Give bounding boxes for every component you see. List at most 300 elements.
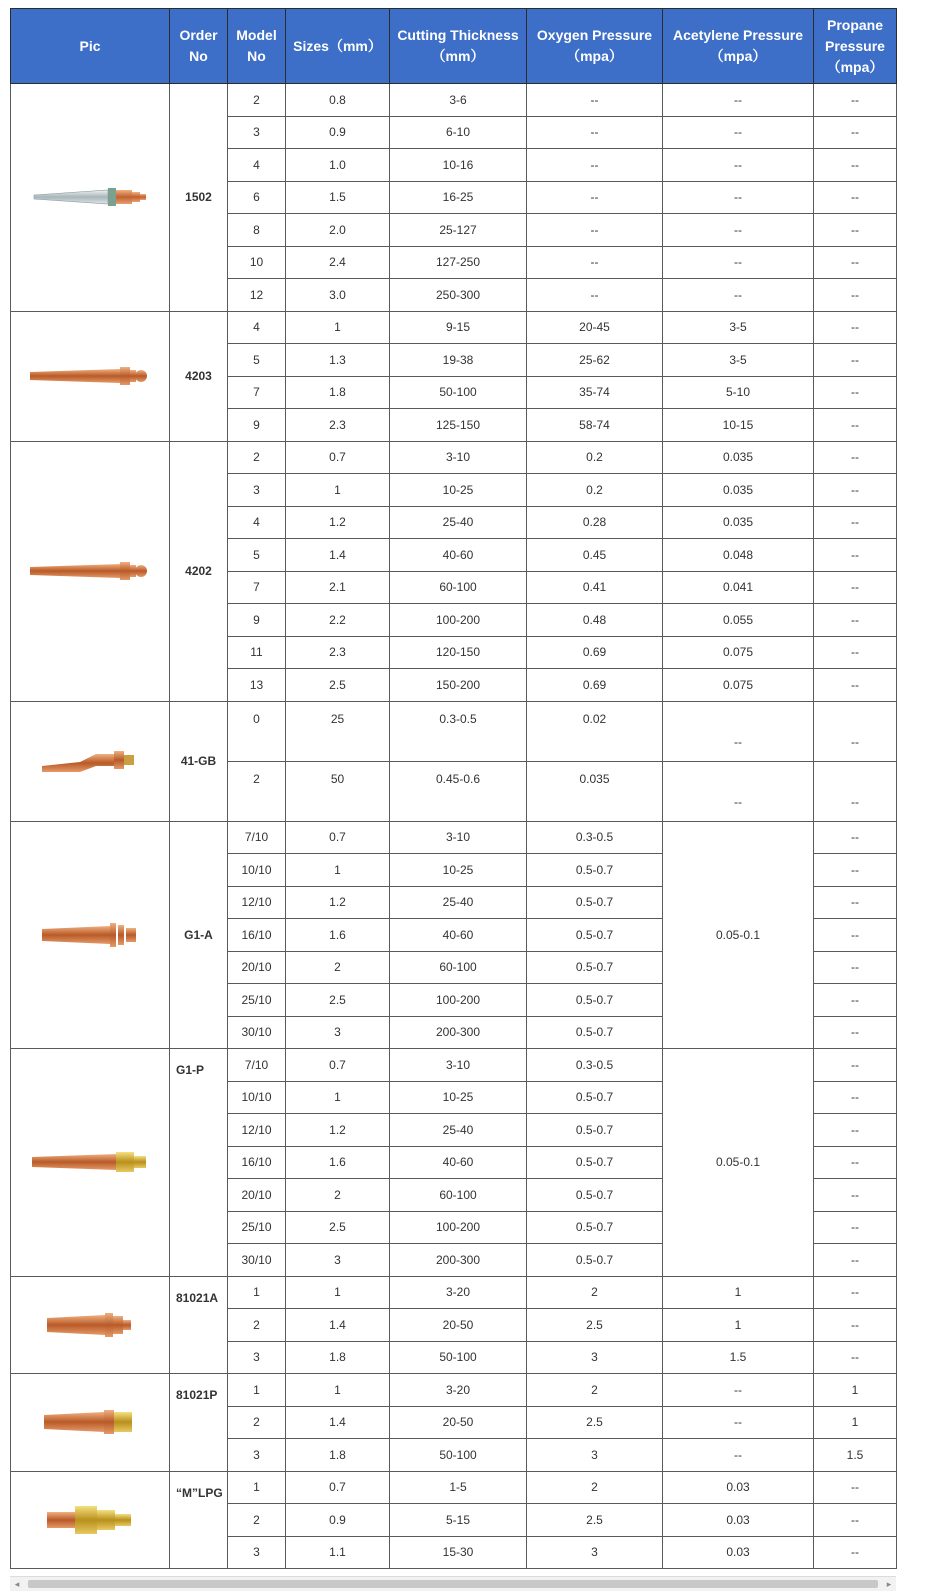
oxygen-pressure-cell: 3: [527, 1439, 663, 1472]
propane-pressure-cell: --: [814, 1016, 897, 1049]
oxygen-pressure-cell: --: [527, 214, 663, 247]
horizontal-scrollbar[interactable]: [10, 1576, 896, 1591]
model-no-cell: 1: [228, 1276, 286, 1309]
header-propane-pressure: Propane Pressure（mpa）: [814, 9, 897, 84]
size-cell: 2.3: [286, 636, 390, 669]
model-no-cell: 2: [228, 1406, 286, 1439]
size-cell: 1.8: [286, 1341, 390, 1374]
cutting-thickness-cell: 20-50: [390, 1406, 527, 1439]
size-cell: 1.8: [286, 376, 390, 409]
oxygen-pressure-cell: 0.5-0.7: [527, 1146, 663, 1179]
model-no-cell: 1: [228, 1471, 286, 1504]
cutting-thickness-cell: 25-40: [390, 886, 527, 919]
table-row: [11, 84, 897, 117]
order-no-cell: 41-GB: [170, 701, 228, 821]
model-no-cell: 2: [228, 1309, 286, 1342]
acetylene-pressure-cell: 0.035: [663, 441, 814, 474]
oxygen-pressure-cell: 0.69: [527, 636, 663, 669]
oxygen-pressure-cell: 0.02: [527, 701, 663, 761]
model-no-cell: 2: [228, 1504, 286, 1537]
product-picture: [11, 311, 170, 441]
header-sizes: Sizes（mm）: [286, 9, 390, 84]
propane-pressure-cell: --: [814, 441, 897, 474]
size-cell: 1.2: [286, 886, 390, 919]
scroll-right-arrow-icon[interactable]: ▸: [886, 1579, 892, 1589]
propane-pressure-cell: --: [814, 701, 897, 761]
size-cell: 0.7: [286, 821, 390, 854]
acetylene-pressure-cell: 0.05-0.1: [663, 1049, 814, 1277]
copper-brass-tip-icon: [11, 1149, 169, 1175]
product-picture: [11, 1471, 170, 1569]
order-no-cell: 4203: [170, 311, 228, 441]
model-no-cell: 7: [228, 571, 286, 604]
model-no-cell: 10/10: [228, 1081, 286, 1114]
size-cell: 0.7: [286, 1471, 390, 1504]
table-row: [11, 1049, 897, 1082]
oxygen-pressure-cell: 2.5: [527, 1504, 663, 1537]
propane-pressure-cell: --: [814, 1114, 897, 1147]
size-cell: 50: [286, 761, 390, 821]
product-picture: [11, 821, 170, 1049]
oxygen-pressure-cell: 2: [527, 1374, 663, 1407]
bent-copper-tip-icon: [11, 746, 169, 776]
cutting-thickness-cell: 10-25: [390, 474, 527, 507]
header-pic: Pic: [11, 9, 170, 84]
cutting-thickness-cell: 1-5: [390, 1471, 527, 1504]
oxygen-pressure-cell: 2: [527, 1276, 663, 1309]
header-cutting-thickness: Cutting Thickness（mm）: [390, 9, 527, 84]
cutting-thickness-cell: 200-300: [390, 1244, 527, 1277]
acetylene-pressure-cell: 10-15: [663, 409, 814, 442]
cutting-thickness-cell: 60-100: [390, 951, 527, 984]
propane-pressure-cell: --: [814, 149, 897, 182]
oxygen-pressure-cell: --: [527, 279, 663, 312]
cutting-thickness-cell: 60-100: [390, 1179, 527, 1212]
oxygen-pressure-cell: 2.5: [527, 1406, 663, 1439]
size-cell: 2.2: [286, 604, 390, 637]
cutting-thickness-cell: 3-10: [390, 821, 527, 854]
propane-pressure-cell: --: [814, 474, 897, 507]
header-model-no: Model No: [228, 9, 286, 84]
model-no-cell: 25/10: [228, 984, 286, 1017]
cutting-thickness-cell: 5-15: [390, 1504, 527, 1537]
order-no-cell: 81021P: [170, 1374, 228, 1472]
model-no-cell: 30/10: [228, 1016, 286, 1049]
oxygen-pressure-cell: 0.5-0.7: [527, 1244, 663, 1277]
propane-pressure-cell: --: [814, 376, 897, 409]
model-no-cell: 16/10: [228, 919, 286, 952]
product-picture: [11, 1374, 170, 1472]
cutting-thickness-cell: 10-16: [390, 149, 527, 182]
model-no-cell: 20/10: [228, 1179, 286, 1212]
model-no-cell: 10/10: [228, 854, 286, 887]
size-cell: 0.9: [286, 1504, 390, 1537]
propane-pressure-cell: --: [814, 506, 897, 539]
oxygen-pressure-cell: 35-74: [527, 376, 663, 409]
cutting-thickness-cell: 10-25: [390, 1081, 527, 1114]
propane-pressure-cell: --: [814, 1179, 897, 1212]
acetylene-pressure-cell: 0.075: [663, 669, 814, 702]
acetylene-pressure-cell: --: [663, 246, 814, 279]
size-cell: 0.7: [286, 1049, 390, 1082]
size-cell: 0.9: [286, 116, 390, 149]
propane-pressure-cell: --: [814, 1309, 897, 1342]
size-cell: 1.2: [286, 506, 390, 539]
header-oxygen-pressure: Oxygen Pressure（mpa）: [527, 9, 663, 84]
cutting-thickness-cell: 50-100: [390, 376, 527, 409]
size-cell: 0.7: [286, 441, 390, 474]
cutting-tip-spec-table: [10, 8, 897, 1569]
size-cell: 1: [286, 311, 390, 344]
model-no-cell: 7/10: [228, 1049, 286, 1082]
product-picture: [11, 84, 170, 312]
propane-pressure-cell: --: [814, 571, 897, 604]
model-no-cell: 4: [228, 506, 286, 539]
acetylene-pressure-cell: --: [663, 116, 814, 149]
cutting-thickness-cell: 50-100: [390, 1341, 527, 1374]
oxygen-pressure-cell: 0.69: [527, 669, 663, 702]
propane-pressure-cell: --: [814, 854, 897, 887]
order-no-cell: 1502: [170, 84, 228, 312]
propane-pressure-cell: --: [814, 344, 897, 377]
oxygen-pressure-cell: 0.3-0.5: [527, 1049, 663, 1082]
cutting-thickness-cell: 25-40: [390, 506, 527, 539]
size-cell: 3: [286, 1016, 390, 1049]
model-no-cell: 3: [228, 474, 286, 507]
model-no-cell: 1: [228, 1374, 286, 1407]
product-picture: [11, 701, 170, 821]
model-no-cell: 7/10: [228, 821, 286, 854]
model-no-cell: 3: [228, 1536, 286, 1569]
acetylene-pressure-cell: --: [663, 181, 814, 214]
cutting-thickness-cell: 125-150: [390, 409, 527, 442]
size-cell: 1: [286, 1374, 390, 1407]
size-cell: 0.8: [286, 84, 390, 117]
acetylene-pressure-cell: 0.055: [663, 604, 814, 637]
model-no-cell: 5: [228, 344, 286, 377]
size-cell: 1.5: [286, 181, 390, 214]
propane-pressure-cell: --: [814, 311, 897, 344]
acetylene-pressure-cell: --: [663, 761, 814, 821]
propane-pressure-cell: --: [814, 1081, 897, 1114]
header-order-no: Order No: [170, 9, 228, 84]
model-no-cell: 3: [228, 1341, 286, 1374]
cutting-thickness-cell: 15-30: [390, 1536, 527, 1569]
size-cell: 2.3: [286, 409, 390, 442]
cutting-thickness-cell: 3-20: [390, 1276, 527, 1309]
oxygen-pressure-cell: --: [527, 84, 663, 117]
oxygen-pressure-cell: 0.28: [527, 506, 663, 539]
acetylene-pressure-cell: --: [663, 214, 814, 247]
model-no-cell: 16/10: [228, 1146, 286, 1179]
size-cell: 1.4: [286, 1406, 390, 1439]
acetylene-pressure-cell: 3-5: [663, 344, 814, 377]
acetylene-pressure-cell: --: [663, 1439, 814, 1472]
size-cell: 1: [286, 474, 390, 507]
order-no-cell: 4202: [170, 441, 228, 701]
propane-pressure-cell: --: [814, 214, 897, 247]
size-cell: 1.8: [286, 1439, 390, 1472]
cutting-thickness-cell: 0.3-0.5: [390, 701, 527, 761]
cutting-thickness-cell: 100-200: [390, 984, 527, 1017]
cutting-thickness-cell: 100-200: [390, 1211, 527, 1244]
propane-pressure-cell: --: [814, 1146, 897, 1179]
propane-pressure-cell: --: [814, 1211, 897, 1244]
cutting-thickness-cell: 40-60: [390, 1146, 527, 1179]
size-cell: 3.0: [286, 279, 390, 312]
size-cell: 1.4: [286, 539, 390, 572]
propane-pressure-cell: --: [814, 984, 897, 1017]
oxygen-pressure-cell: 20-45: [527, 311, 663, 344]
table-row: [11, 701, 897, 761]
propane-pressure-cell: --: [814, 181, 897, 214]
model-no-cell: 2: [228, 761, 286, 821]
propane-pressure-cell: --: [814, 116, 897, 149]
propane-pressure-cell: --: [814, 1471, 897, 1504]
oxygen-pressure-cell: 2: [527, 1471, 663, 1504]
table-row: [11, 1276, 897, 1309]
model-no-cell: 30/10: [228, 1244, 286, 1277]
acetylene-pressure-cell: --: [663, 701, 814, 761]
oxygen-pressure-cell: 3: [527, 1536, 663, 1569]
cutting-thickness-cell: 10-25: [390, 854, 527, 887]
size-cell: 1.4: [286, 1309, 390, 1342]
scroll-left-arrow-icon[interactable]: ◂: [14, 1579, 20, 1589]
propane-pressure-cell: 1: [814, 1406, 897, 1439]
table-row: [11, 441, 897, 474]
propane-pressure-cell: --: [814, 1536, 897, 1569]
oxygen-pressure-cell: 0.2: [527, 474, 663, 507]
model-no-cell: 0: [228, 701, 286, 761]
model-no-cell: 9: [228, 604, 286, 637]
cutting-thickness-cell: 40-60: [390, 919, 527, 952]
model-no-cell: 2: [228, 441, 286, 474]
cutting-thickness-cell: 150-200: [390, 669, 527, 702]
model-no-cell: 20/10: [228, 951, 286, 984]
product-picture: [11, 441, 170, 701]
product-picture: [11, 1276, 170, 1374]
acetylene-pressure-cell: --: [663, 1406, 814, 1439]
model-no-cell: 5: [228, 539, 286, 572]
model-no-cell: 4: [228, 311, 286, 344]
oxygen-pressure-cell: --: [527, 181, 663, 214]
oxygen-pressure-cell: 58-74: [527, 409, 663, 442]
short-copper-brass-tip-icon: [11, 1406, 169, 1438]
oxygen-pressure-cell: 0.5-0.7: [527, 1179, 663, 1212]
propane-pressure-cell: --: [814, 604, 897, 637]
oxygen-pressure-cell: 3: [527, 1341, 663, 1374]
cutting-thickness-cell: 3-10: [390, 1049, 527, 1082]
oxygen-pressure-cell: 0.5-0.7: [527, 919, 663, 952]
propane-pressure-cell: --: [814, 761, 897, 821]
copper-cutting-tip-icon: [11, 364, 169, 388]
model-no-cell: 7: [228, 376, 286, 409]
size-cell: 3: [286, 1244, 390, 1277]
scroll-thumb[interactable]: [28, 1580, 878, 1588]
cutting-thickness-cell: 40-60: [390, 539, 527, 572]
model-no-cell: 4: [228, 149, 286, 182]
cutting-thickness-cell: 3-20: [390, 1374, 527, 1407]
propane-pressure-cell: 1.5: [814, 1439, 897, 1472]
oxygen-pressure-cell: 0.5-0.7: [527, 854, 663, 887]
oxygen-pressure-cell: 0.5-0.7: [527, 1211, 663, 1244]
propane-pressure-cell: --: [814, 1244, 897, 1277]
silver-cutting-tip-icon: [11, 185, 169, 209]
size-cell: 2.5: [286, 1211, 390, 1244]
order-no-cell: 81021A: [170, 1276, 228, 1374]
acetylene-pressure-cell: 0.035: [663, 474, 814, 507]
oxygen-pressure-cell: --: [527, 246, 663, 279]
acetylene-pressure-cell: 0.05-0.1: [663, 821, 814, 1049]
acetylene-pressure-cell: 0.075: [663, 636, 814, 669]
size-cell: 2.4: [286, 246, 390, 279]
cutting-thickness-cell: 200-300: [390, 1016, 527, 1049]
cutting-thickness-cell: 6-10: [390, 116, 527, 149]
propane-pressure-cell: --: [814, 919, 897, 952]
oxygen-pressure-cell: 0.3-0.5: [527, 821, 663, 854]
model-no-cell: 25/10: [228, 1211, 286, 1244]
oxygen-pressure-cell: 0.5-0.7: [527, 1114, 663, 1147]
acetylene-pressure-cell: 0.03: [663, 1471, 814, 1504]
model-no-cell: 13: [228, 669, 286, 702]
size-cell: 25: [286, 701, 390, 761]
size-cell: 1: [286, 1081, 390, 1114]
table-row: [11, 1471, 897, 1504]
model-no-cell: 9: [228, 409, 286, 442]
model-no-cell: 3: [228, 116, 286, 149]
cutting-thickness-cell: 16-25: [390, 181, 527, 214]
table-row: [11, 311, 897, 344]
oxygen-pressure-cell: --: [527, 116, 663, 149]
oxygen-pressure-cell: --: [527, 149, 663, 182]
copper-cutting-tip-icon: [11, 559, 169, 583]
oxygen-pressure-cell: 2.5: [527, 1309, 663, 1342]
size-cell: 1.2: [286, 1114, 390, 1147]
size-cell: 2.0: [286, 214, 390, 247]
order-no-cell: G1-A: [170, 821, 228, 1049]
acetylene-pressure-cell: 0.035: [663, 506, 814, 539]
oxygen-pressure-cell: 0.5-0.7: [527, 951, 663, 984]
propane-pressure-cell: --: [814, 1341, 897, 1374]
propane-pressure-cell: --: [814, 951, 897, 984]
header-acetylene-pressure: Acetylene Pressure（mpa）: [663, 9, 814, 84]
cutting-thickness-cell: 127-250: [390, 246, 527, 279]
oxygen-pressure-cell: 0.035: [527, 761, 663, 821]
propane-pressure-cell: --: [814, 409, 897, 442]
size-cell: 1.6: [286, 1146, 390, 1179]
model-no-cell: 12: [228, 279, 286, 312]
oxygen-pressure-cell: 0.5-0.7: [527, 1081, 663, 1114]
propane-pressure-cell: --: [814, 84, 897, 117]
acetylene-pressure-cell: 3-5: [663, 311, 814, 344]
size-cell: 1.0: [286, 149, 390, 182]
size-cell: 1.1: [286, 1536, 390, 1569]
oxygen-pressure-cell: 0.48: [527, 604, 663, 637]
acetylene-pressure-cell: 0.041: [663, 571, 814, 604]
size-cell: 2: [286, 1179, 390, 1212]
acetylene-pressure-cell: --: [663, 149, 814, 182]
acetylene-pressure-cell: 1: [663, 1309, 814, 1342]
cutting-thickness-cell: 120-150: [390, 636, 527, 669]
oxygen-pressure-cell: 0.45: [527, 539, 663, 572]
model-no-cell: 3: [228, 1439, 286, 1472]
oxygen-pressure-cell: 0.5-0.7: [527, 984, 663, 1017]
acetylene-pressure-cell: --: [663, 279, 814, 312]
cutting-thickness-cell: 100-200: [390, 604, 527, 637]
size-cell: 2.5: [286, 984, 390, 1017]
propane-pressure-cell: --: [814, 669, 897, 702]
model-no-cell: 12/10: [228, 1114, 286, 1147]
acetylene-pressure-cell: --: [663, 1374, 814, 1407]
product-picture: [11, 1049, 170, 1277]
cutting-thickness-cell: 20-50: [390, 1309, 527, 1342]
table-row: [11, 1374, 897, 1407]
model-no-cell: 10: [228, 246, 286, 279]
model-no-cell: 12/10: [228, 886, 286, 919]
size-cell: 2: [286, 951, 390, 984]
propane-pressure-cell: --: [814, 539, 897, 572]
oxygen-pressure-cell: 25-62: [527, 344, 663, 377]
copper-ringed-tip-icon: [11, 920, 169, 950]
propane-pressure-cell: --: [814, 1049, 897, 1082]
oxygen-pressure-cell: 0.5-0.7: [527, 886, 663, 919]
model-no-cell: 2: [228, 84, 286, 117]
size-cell: 2.1: [286, 571, 390, 604]
short-copper-tip-icon: [11, 1310, 169, 1340]
acetylene-pressure-cell: 0.03: [663, 1504, 814, 1537]
brass-lpg-tip-icon: [11, 1503, 169, 1537]
acetylene-pressure-cell: 0.048: [663, 539, 814, 572]
acetylene-pressure-cell: 1: [663, 1276, 814, 1309]
propane-pressure-cell: --: [814, 821, 897, 854]
cutting-thickness-cell: 19-38: [390, 344, 527, 377]
oxygen-pressure-cell: 0.2: [527, 441, 663, 474]
table-header-row: [11, 9, 897, 84]
size-cell: 1.3: [286, 344, 390, 377]
cutting-thickness-cell: 60-100: [390, 571, 527, 604]
table-row: [11, 821, 897, 854]
size-cell: 2.5: [286, 669, 390, 702]
cutting-thickness-cell: 250-300: [390, 279, 527, 312]
propane-pressure-cell: --: [814, 886, 897, 919]
size-cell: 1: [286, 1276, 390, 1309]
model-no-cell: 6: [228, 181, 286, 214]
propane-pressure-cell: --: [814, 636, 897, 669]
cutting-thickness-cell: 9-15: [390, 311, 527, 344]
propane-pressure-cell: --: [814, 1504, 897, 1537]
cutting-thickness-cell: 25-40: [390, 1114, 527, 1147]
acetylene-pressure-cell: --: [663, 84, 814, 117]
cutting-thickness-cell: 3-6: [390, 84, 527, 117]
propane-pressure-cell: 1: [814, 1374, 897, 1407]
acetylene-pressure-cell: 0.03: [663, 1536, 814, 1569]
cutting-thickness-cell: 25-127: [390, 214, 527, 247]
cutting-thickness-cell: 50-100: [390, 1439, 527, 1472]
cutting-thickness-cell: 0.45-0.6: [390, 761, 527, 821]
oxygen-pressure-cell: 0.41: [527, 571, 663, 604]
order-no-cell: “M”LPG: [170, 1471, 228, 1569]
model-no-cell: 8: [228, 214, 286, 247]
propane-pressure-cell: --: [814, 1276, 897, 1309]
acetylene-pressure-cell: 1.5: [663, 1341, 814, 1374]
cutting-thickness-cell: 3-10: [390, 441, 527, 474]
model-no-cell: 11: [228, 636, 286, 669]
propane-pressure-cell: --: [814, 279, 897, 312]
propane-pressure-cell: --: [814, 246, 897, 279]
size-cell: 1: [286, 854, 390, 887]
order-no-cell: G1-P: [170, 1049, 228, 1277]
spec-table-container: [10, 8, 896, 1569]
